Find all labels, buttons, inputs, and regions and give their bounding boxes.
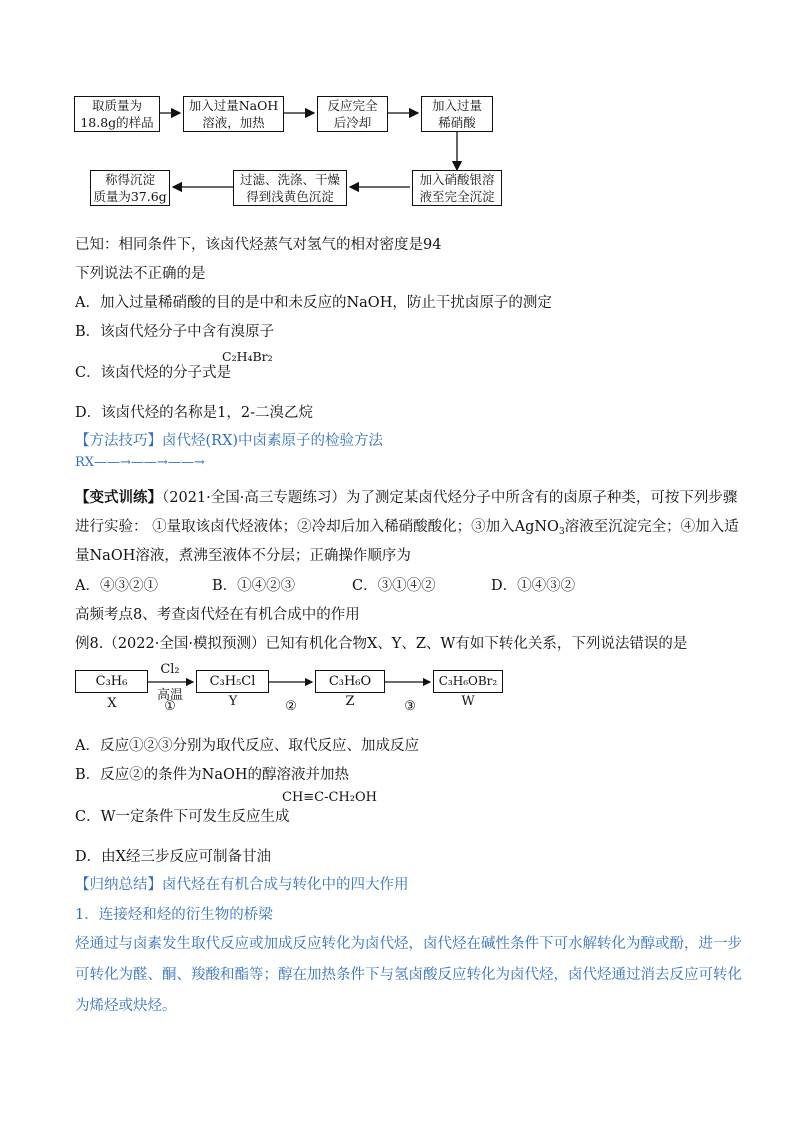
method-flow: RX——→——→——→ <box>75 455 205 470</box>
compound-w-box: C₃H₆OBr₂ <box>433 670 503 693</box>
flow-step-text: 18.8g的样品 <box>80 115 154 130</box>
variant-option-c: C．③①④② <box>352 578 436 594</box>
variant-option-d: D．①④③② <box>491 578 576 594</box>
flow-step-text: 溶液，加热 <box>202 115 265 130</box>
flow-step-text: 质量为37.6g <box>93 189 167 204</box>
flow-step-text: 加入硝酸银溶 <box>419 172 495 187</box>
point8-heading: 高频考点8、考查卤代烃在有机合成中的作用 <box>75 607 360 623</box>
label-z: Z <box>345 694 355 709</box>
subscript: 3 <box>558 527 565 537</box>
formula-propargyl-alcohol: CH≡C-CH₂OH <box>282 790 378 805</box>
option-c-text: C．该卤代烃的分子式是 <box>75 365 232 381</box>
step-3-label: ③ <box>404 699 416 714</box>
summary-item-1: 1．连接烃和烃的衍生物的桥梁 <box>75 907 273 923</box>
flow-step-text: 反应完全 <box>327 98 378 113</box>
label-w: W <box>461 694 475 709</box>
q2-option-d: D．由X经三步反应可制备甘油 <box>75 849 271 865</box>
option-a: A．加入过量稀硝酸的目的是中和未反应的NaOH，防止干扰卤原子的测定 <box>75 295 552 311</box>
flow-step-text: 稀硝酸 <box>438 115 476 130</box>
flow-step-text: 取质量为 <box>91 98 142 113</box>
compound-z-box: C₃H₆O <box>315 670 385 693</box>
example8-stem: 例8.（2022·全国·模拟预测）已知有机化合物X、Y、Z、W有如下转化关系，下列说法错误的是 <box>75 636 688 652</box>
step-1-label: ① <box>164 699 176 714</box>
flow-step-text: 得到浅黄色沉淀 <box>246 189 334 204</box>
summary-line-1: 烃通过与卤素发生取代反应或加成反应转化为卤代烃，卤代烃在碱性条件下可水解转化为醇或酚，进一步 <box>75 936 742 952</box>
label-x: X <box>107 696 117 711</box>
step-2-label: ② <box>285 699 297 714</box>
condition-high-temp: 高温 <box>156 688 183 703</box>
label-y: Y <box>228 694 238 709</box>
option-b: B．该卤代烃分子中含有溴原子 <box>75 324 275 340</box>
variant-text: 溶液至沉淀完全；④加入适 <box>564 519 739 535</box>
compound-x-box: C₃H₆ <box>75 670 148 693</box>
method-title: 【方法技巧】卤代烃(RX)中卤素原子的检验方法 <box>75 433 384 449</box>
summary-line-2: 可转化为醛、酮、羧酸和酯等；醇在加热条件下与氢卤酸反应转化为卤代烃，卤代烃通过消去反应可转化 <box>75 967 742 983</box>
variant-text: （2021·全国·高三专题练习）为了测定某卤代烃分子中所含有的卤原子种类，可按下列步骤 <box>162 490 738 506</box>
option-d: D．该卤代烃的名称是1，2-二溴乙烷 <box>75 405 313 421</box>
summary-title: 【归纳总结】卤代烃在有机合成与转化中的四大作用 <box>75 877 409 893</box>
flow-step-text: 液至完全沉淀 <box>419 189 495 204</box>
q2-option-c: C．W一定条件下可发生反应生成 <box>75 809 290 825</box>
flow-step-text: 后冷却 <box>333 115 372 130</box>
q2-option-b: B．反应②的条件为NaOH的醇溶液并加热 <box>75 767 350 783</box>
variant-line-3: 量NaOH溶液，煮沸至液体不分层；正确操作顺序为 <box>75 548 411 564</box>
flow-step-text: 过滤、洗涤、干燥 <box>239 172 340 187</box>
flow-step-text: 称得沉淀 <box>104 172 155 187</box>
reagent-cl2: Cl₂ <box>160 662 180 677</box>
formula-c2h4br2: C₂H₄Br₂ <box>222 349 273 364</box>
known-condition: 已知：相同条件下，该卤代烃蒸气对氢气的相对密度是94 <box>75 237 442 253</box>
compound-y-box: C₃H₅Cl <box>196 670 269 693</box>
variant-option-b: B．①④②③ <box>212 578 296 594</box>
variant-label: 【变式训练】 <box>75 489 162 506</box>
flow-step-text: 加入过量 <box>431 98 482 113</box>
q2-option-a: A．反应①②③分别为取代反应、取代反应、加成反应 <box>75 738 419 754</box>
flow-step-text: 加入过量NaOH <box>188 98 279 113</box>
variant-text: 进行实验： ①量取该卤代烃液体；②冷却后加入稀硝酸酸化；③加入AgNO <box>75 519 559 535</box>
summary-line-3: 为烯烃或炔烃。 <box>75 998 177 1014</box>
variant-option-a: A．④③②① <box>75 578 158 594</box>
question-stem: 下列说法不正确的是 <box>75 266 206 282</box>
